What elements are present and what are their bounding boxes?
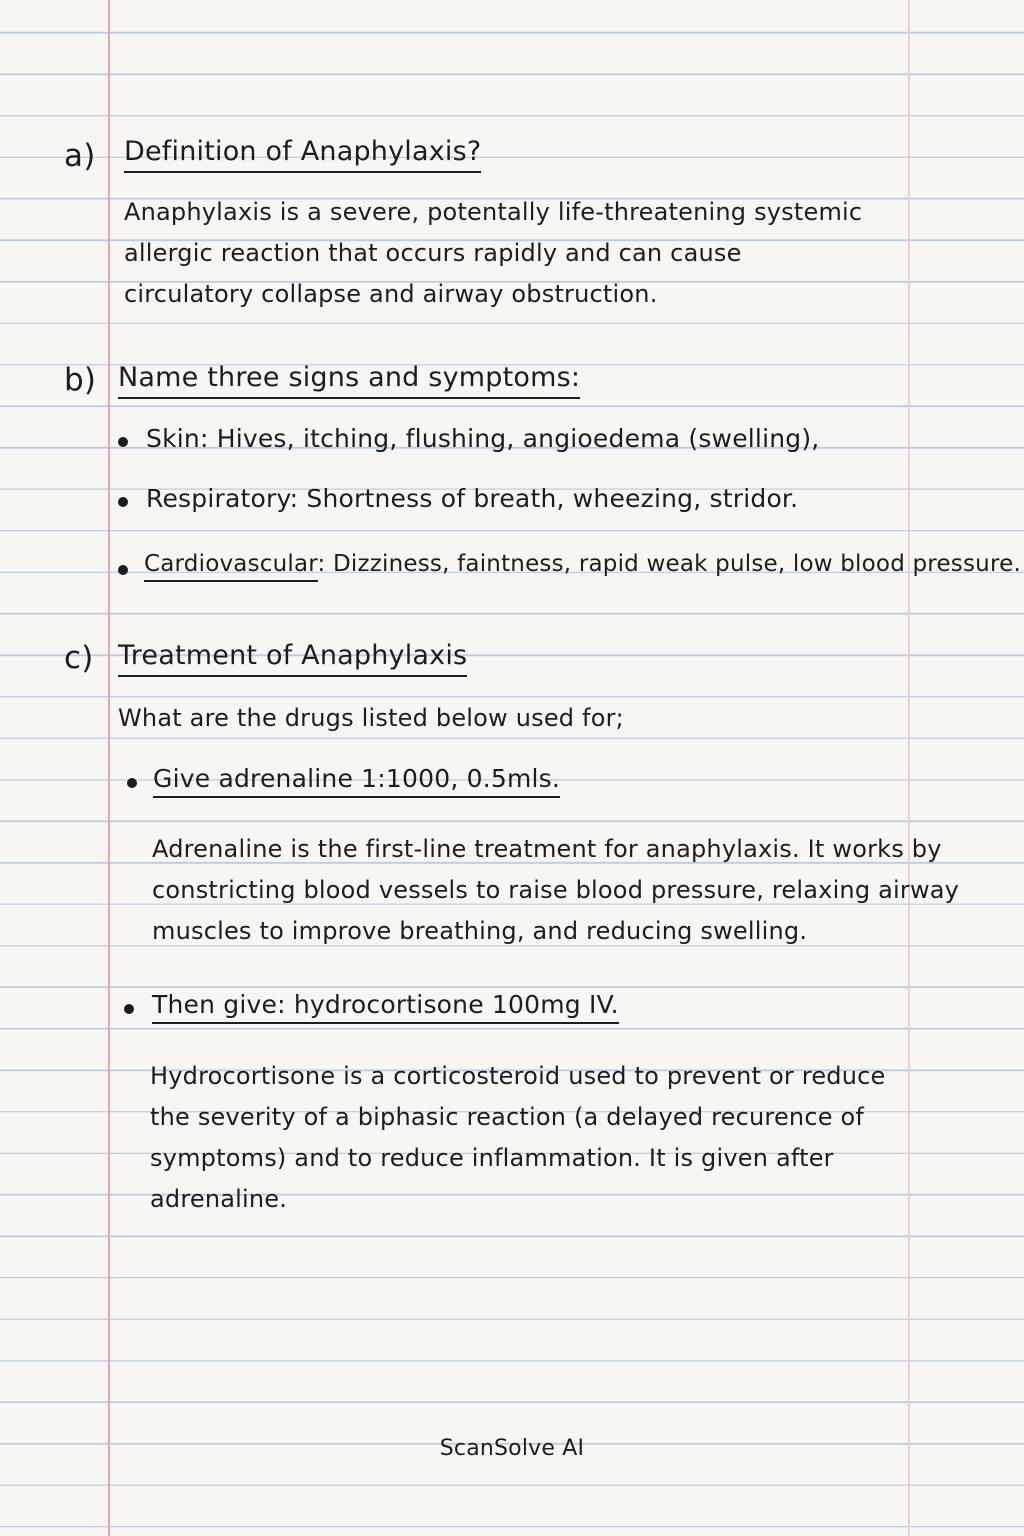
bullet-icon bbox=[118, 437, 128, 447]
section-a-line-3: circulatory collapse and airway obstruction. bbox=[124, 280, 658, 308]
symptom-description: : Hives, itching, flushing, angioedema (swelling), bbox=[199, 424, 820, 453]
section-c-heading: Treatment of Anaphylaxis bbox=[118, 640, 467, 677]
drug-adrenaline-line-3: muscles to improve breathing, and reducing swelling. bbox=[152, 917, 808, 945]
symptom-term: Skin bbox=[146, 424, 200, 453]
symptom-item-skin bbox=[146, 424, 819, 453]
section-a-label: a) bbox=[64, 138, 96, 174]
section-c-question: What are the drugs listed below used for; bbox=[118, 704, 624, 732]
bullet-icon bbox=[127, 778, 137, 788]
section-a-line-1: Anaphylaxis is a severe, potentally life-threatening systemic bbox=[124, 198, 863, 226]
drug-title-hydrocortisone: Then give: hydrocortisone 100mg IV. bbox=[152, 990, 619, 1024]
drug-adrenaline-line-2: constricting blood vessels to raise blood pressure, relaxing airway bbox=[152, 876, 960, 904]
section-c-label: c) bbox=[64, 640, 94, 676]
symptom-item-respiratory bbox=[146, 484, 798, 513]
drug-hydrocortisone-line-3: symptoms) and to reduce inflammation. It is given after bbox=[150, 1144, 834, 1172]
section-a-heading: Definition of Anaphylaxis? bbox=[124, 136, 481, 173]
drug-title-adrenaline: Give adrenaline 1:1000, 0.5mls. bbox=[153, 764, 560, 798]
section-b-label: b) bbox=[64, 362, 97, 398]
symptom-term: Cardiovascular bbox=[144, 551, 318, 582]
notebook-margin-line bbox=[108, 0, 110, 1536]
section-b-heading: Name three signs and symptoms: bbox=[118, 362, 580, 399]
drug-adrenaline-line-1: Adrenaline is the first-line treatment for anaphylaxis. It works by bbox=[152, 835, 942, 863]
notebook-right-margin-line bbox=[908, 0, 910, 1536]
symptom-description: : Dizziness, faintness, rapid weak pulse, low blood pressure. bbox=[317, 551, 1021, 577]
symptom-term: Respiratory bbox=[146, 484, 290, 513]
footer-brand: ScanSolve AI bbox=[439, 1436, 585, 1461]
bullet-icon bbox=[118, 497, 128, 507]
symptom-description: : Shortness of breath, wheezing, stridor. bbox=[289, 484, 799, 513]
bullet-icon bbox=[124, 1004, 134, 1014]
section-a-line-2: allergic reaction that occurs rapidly and can cause bbox=[124, 239, 742, 267]
drug-hydrocortisone-line-2: the severity of a biphasic reaction (a delayed recurence of bbox=[150, 1103, 865, 1131]
bullet-icon bbox=[118, 565, 128, 575]
drug-hydrocortisone-line-4: adrenaline. bbox=[150, 1185, 288, 1213]
drug-hydrocortisone-line-1: Hydrocortisone is a corticosteroid used to prevent or reduce bbox=[150, 1062, 886, 1090]
symptom-item-cardiovascular bbox=[144, 551, 1021, 577]
